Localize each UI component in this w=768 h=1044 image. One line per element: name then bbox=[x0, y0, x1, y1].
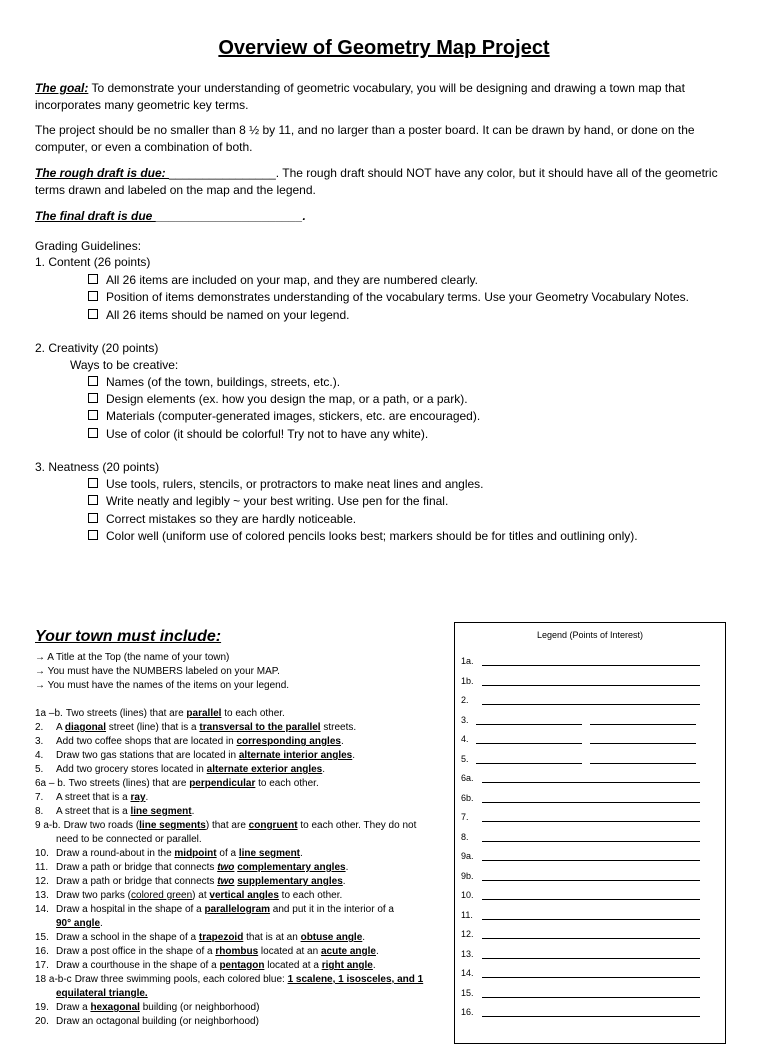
item-number: 14. bbox=[35, 904, 49, 915]
town-requirement-item: 9 a-b.Draw two roads (line segments) that are congruent to each other. They do not bbox=[35, 820, 417, 831]
town-requirement-item: 16.Draw a post office in the shape of a rhombus located at an acute angle. bbox=[35, 946, 379, 957]
legend-blank-line bbox=[482, 665, 700, 666]
town-requirement-item: 5.Add two grocery stores located in alternate exterior angles. bbox=[35, 764, 326, 775]
legend-blank-line bbox=[476, 743, 582, 744]
town-requirement-item: 20.Draw an octagonal building (or neighborhood) bbox=[35, 1016, 259, 1027]
legend-blank-line bbox=[482, 860, 700, 861]
legend-blank-line bbox=[482, 782, 700, 783]
town-requirement-item: 14.Draw a hospital in the shape of a parallelogram and put it in the interior of a bbox=[35, 904, 394, 915]
grading-section-title: 1. Content (26 points) bbox=[35, 255, 151, 269]
town-requirement-item: 2.A diagonal street (line) that is a transversal to the parallel streets. bbox=[35, 722, 357, 733]
legend-row-label: 8. bbox=[461, 832, 469, 842]
item-number: 11. bbox=[35, 862, 49, 873]
goal-label: The goal: bbox=[35, 81, 89, 95]
town-requirement-item: 90° angle. bbox=[56, 918, 103, 929]
checklist-item: Color well (uniform use of colored pencils looks best; markers should be for titles and outlining only). bbox=[88, 528, 638, 545]
item-number: 9 a-b. bbox=[35, 820, 61, 831]
item-number: 19. bbox=[35, 1002, 49, 1013]
town-arrow-note: → A Title at the Top (the name of your town) bbox=[35, 652, 230, 663]
item-number: 13. bbox=[35, 890, 49, 901]
checklist-item: Names (of the town, buildings, streets, etc.). bbox=[88, 374, 340, 391]
legend-row-label: 9b. bbox=[461, 871, 474, 881]
checkbox-icon bbox=[88, 274, 98, 284]
item-number: 6a – b. bbox=[35, 778, 66, 789]
item-number: 2. bbox=[35, 722, 44, 733]
checkbox-icon bbox=[88, 530, 98, 540]
legend-blank-line bbox=[590, 724, 696, 725]
checkbox-icon bbox=[88, 513, 98, 523]
grading-section-title: 3. Neatness (20 points) bbox=[35, 460, 160, 474]
legend-blank-line bbox=[476, 763, 582, 764]
town-requirement-item: 12.Draw a path or bridge that connects two supplementary angles. bbox=[35, 876, 346, 887]
legend-blank-line bbox=[590, 763, 696, 764]
town-requirement-item: 17.Draw a courthouse in the shape of a pentagon located at a right angle. bbox=[35, 960, 376, 971]
legend-blank-line bbox=[482, 841, 700, 842]
legend-blank-line bbox=[482, 958, 700, 959]
item-number: 20. bbox=[35, 1016, 49, 1027]
town-requirement-item: 7.A street that is a ray. bbox=[35, 792, 149, 803]
legend-row-label: 6b. bbox=[461, 793, 474, 803]
town-requirement-item: 3.Add two coffee shops that are located in corresponding angles. bbox=[35, 736, 344, 747]
checklist-item: Correct mistakes so they are hardly noticeable. bbox=[88, 511, 356, 528]
town-requirement-item: 13.Draw two parks (colored green) at vertical angles to each other. bbox=[35, 890, 343, 901]
legend-row-label: 4. bbox=[461, 734, 469, 744]
size-paragraph: The project should be no smaller than 8 ½ by 11, and no larger than a poster board. It can be drawn by hand, or done on the computer, or even a combination of both. bbox=[35, 123, 695, 154]
legend-blank-line bbox=[482, 997, 700, 998]
legend-blank-line bbox=[482, 1016, 700, 1017]
checkbox-icon bbox=[88, 309, 98, 319]
town-requirement-item: equilateral triangle. bbox=[56, 988, 148, 999]
legend-blank-line bbox=[482, 685, 700, 686]
rough-draft-paragraph bbox=[35, 165, 725, 199]
final-draft-label: The final draft is due bbox=[35, 209, 156, 223]
rough-draft-text: . The rough draft should NOT have any color, but it should have all of the geometric terms drawn and labeled on the map and the legend. bbox=[35, 166, 718, 197]
legend-blank-line bbox=[482, 938, 700, 939]
checklist-item: Use tools, rulers, stencils, or protractors to make neat lines and angles. bbox=[88, 476, 484, 493]
legend-row-label: 14. bbox=[461, 968, 474, 978]
town-requirement-item: 11.Draw a path or bridge that connects two complementary angles. bbox=[35, 862, 349, 873]
checklist-item: Design elements (ex. how you design the map, or a path, or a park). bbox=[88, 391, 468, 408]
checklist-item: All 26 items are included on your map, and they are numbered clearly. bbox=[88, 272, 478, 289]
checkbox-icon bbox=[88, 291, 98, 301]
legend-row-label: 3. bbox=[461, 715, 469, 725]
town-arrow-note: → You must have the NUMBERS labeled on your MAP. bbox=[35, 666, 280, 677]
checklist-item: All 26 items should be named on your legend. bbox=[88, 307, 350, 324]
checklist-item: Write neatly and legibly ~ your best writing. Use pen for the final. bbox=[88, 493, 448, 510]
item-number: 17. bbox=[35, 960, 49, 971]
legend-blank-line bbox=[476, 724, 582, 725]
final-draft-blank: ______________________. bbox=[155, 209, 306, 223]
legend-blank-line bbox=[482, 880, 700, 881]
legend-row-label: 13. bbox=[461, 949, 474, 959]
legend-blank-line bbox=[482, 802, 700, 803]
town-requirement-item: 15.Draw a school in the shape of a trapezoid that is at an obtuse angle. bbox=[35, 932, 366, 943]
checklist-item: Position of items demonstrates understanding of the vocabulary terms. Use your Geometry Vocabulary Notes. bbox=[88, 289, 689, 306]
legend-blank-line bbox=[482, 821, 700, 822]
legend-box bbox=[454, 622, 726, 1044]
legend-row-label: 1a. bbox=[461, 656, 474, 666]
checkbox-icon bbox=[88, 410, 98, 420]
item-number: 3. bbox=[35, 736, 44, 747]
town-heading: Your town must include: bbox=[35, 628, 222, 645]
legend-row-label: 6a. bbox=[461, 773, 474, 783]
legend-row-label: 11. bbox=[461, 910, 473, 920]
checkbox-icon bbox=[88, 495, 98, 505]
grading-heading: Grading Guidelines: bbox=[35, 239, 142, 253]
rough-draft-blank: ________________ bbox=[169, 166, 276, 180]
checkbox-icon bbox=[88, 376, 98, 386]
town-requirement-item: 6a – b.Two streets (lines) that are perpendicular to each other. bbox=[35, 778, 319, 789]
checkbox-icon bbox=[88, 393, 98, 403]
item-number: 12. bbox=[35, 876, 49, 887]
legend-blank-line bbox=[482, 899, 700, 900]
town-requirement-item: 19.Draw a hexagonal building (or neighborhood) bbox=[35, 1002, 260, 1013]
checklist-item: Use of color (it should be colorful! Try not to have any white). bbox=[88, 426, 428, 443]
item-number: 1a –b. bbox=[35, 708, 63, 719]
legend-row-label: 16. bbox=[461, 1007, 474, 1017]
legend-row-label: 12. bbox=[461, 929, 474, 939]
legend-blank-line bbox=[482, 704, 700, 705]
final-draft-paragraph bbox=[35, 208, 725, 225]
grading-section-title: 2. Creativity (20 points) bbox=[35, 341, 159, 355]
item-number: 8. bbox=[35, 806, 44, 817]
legend-row-label: 5. bbox=[461, 754, 469, 764]
item-number: 10. bbox=[35, 848, 49, 859]
checkbox-icon bbox=[88, 478, 98, 488]
goal-text: To demonstrate your understanding of geometric vocabulary, you will be designing and drawing a town map that incorporates many geometric key terms. bbox=[35, 81, 685, 112]
town-requirement-item: 1a –b.Two streets (lines) that are parallel to each other. bbox=[35, 708, 285, 719]
goal-paragraph bbox=[35, 80, 725, 114]
town-requirement-item: 18 a-b-cDraw three swimming pools, each colored blue: 1 scalene, 1 isosceles, and 1 bbox=[35, 974, 424, 985]
checklist-item: Materials (computer-generated images, stickers, etc. are encouraged). bbox=[88, 408, 480, 425]
legend-row-label: 10. bbox=[461, 890, 474, 900]
rough-draft-label: The rough draft is due: bbox=[35, 166, 169, 180]
page-title: Overview of Geometry Map Project bbox=[218, 37, 550, 59]
item-number: 15. bbox=[35, 932, 49, 943]
legend-row-label: 2. bbox=[461, 695, 469, 705]
item-number: 7. bbox=[35, 792, 44, 803]
legend-row-label: 7. bbox=[461, 812, 469, 822]
item-number: 5. bbox=[35, 764, 44, 775]
legend-row-label: 15. bbox=[461, 988, 474, 998]
checkbox-icon bbox=[88, 428, 98, 438]
legend-blank-line bbox=[482, 977, 700, 978]
legend-blank-line bbox=[590, 743, 696, 744]
town-arrow-note: → You must have the names of the items on your legend. bbox=[35, 680, 290, 691]
legend-blank-line bbox=[482, 919, 700, 920]
town-requirement-item: need to be connected or parallel. bbox=[56, 834, 202, 845]
item-number: 4. bbox=[35, 750, 44, 761]
grading-subheading: Ways to be creative: bbox=[70, 358, 179, 372]
item-number: 18 a-b-c bbox=[35, 974, 72, 985]
legend-row-label: 1b. bbox=[461, 676, 474, 686]
legend-title: Legend (Points of Interest) bbox=[536, 630, 644, 640]
legend-row-label: 9a. bbox=[461, 851, 474, 861]
item-number: 16. bbox=[35, 946, 49, 957]
town-requirement-item: 4.Draw two gas stations that are located in alternate interior angles. bbox=[35, 750, 356, 761]
town-requirement-item: 10.Draw a round-about in the midpoint of a line segment. bbox=[35, 848, 303, 859]
town-requirement-item: 8.A street that is a line segment. bbox=[35, 806, 195, 817]
